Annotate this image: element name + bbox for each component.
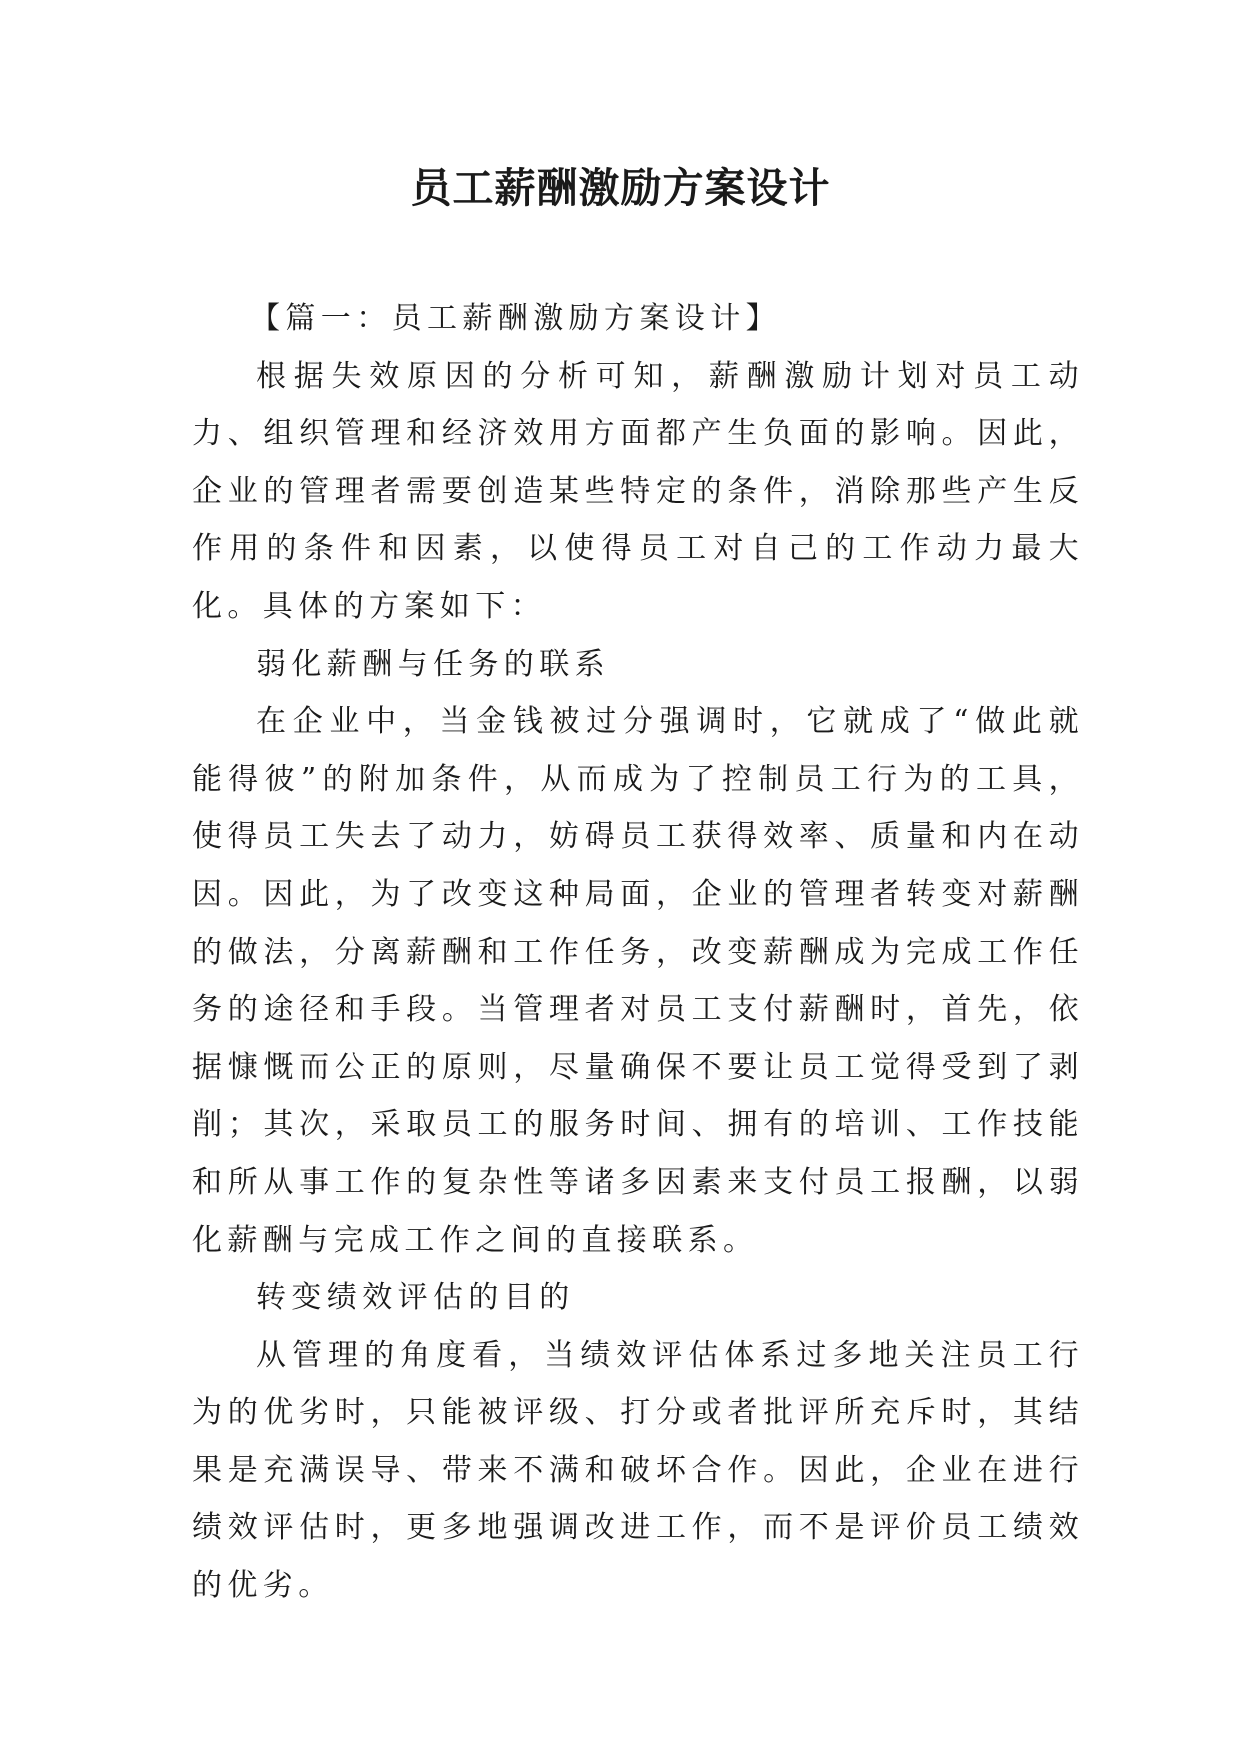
body-paragraph: 从管理的角度看，当绩效评估体系过多地关注员工行为的优劣时，只能被评级、打分或者批评所充斥时，其结果是充满误导、带来不满和破坏合作。因此，企业在进行绩效评估时，更多地强调改进工作，而不是评价员工绩效的优劣。 xyxy=(192,1337,1084,1604)
body-paragraph: 根据失效原因的分析可知，薪酬激励计划对员工动力、组织管理和经济效用方面都产生负面的影响。因此，企业的管理者需要创造某些特定的条件，消除那些产生反作用的条件和因素，以使得员工对自己的工作动力最大化。具体的方案如下： xyxy=(192,358,1084,624)
document-title: 员工薪酬激励方案设计 xyxy=(410,164,831,212)
section-tag: 【篇一：员工薪酬激励方案设计】 xyxy=(250,301,781,336)
document-body xyxy=(192,290,1084,1615)
section-heading: 弱化薪酬与任务的联系 xyxy=(256,646,610,682)
body-paragraph: 在企业中，当金钱被过分强调时，它就成了“做此就能得彼”的附加条件，从而成为了控制员工行为的工具，使得员工失去了动力，妨碍员工获得效率、质量和内在动因。因此，为了改变这种局面，企业的管理者转变对薪酬的做法，分离薪酬和工作任务，改变薪酬成为完成工作任务的途径和手段。当管理者对员工支付薪酬时，首先，依据慷慨而公正的原则，尽量确保不要让员工觉得受到了剥削；其次，采取员工的服务时间、拥有的培训、工作技能和所从事工作的复杂性等诸多因素来支付员工报酬，以弱化薪酬与完成工作之间的直接联系。 xyxy=(192,704,1084,1258)
section-heading: 转变绩效评估的目的 xyxy=(256,1280,575,1316)
